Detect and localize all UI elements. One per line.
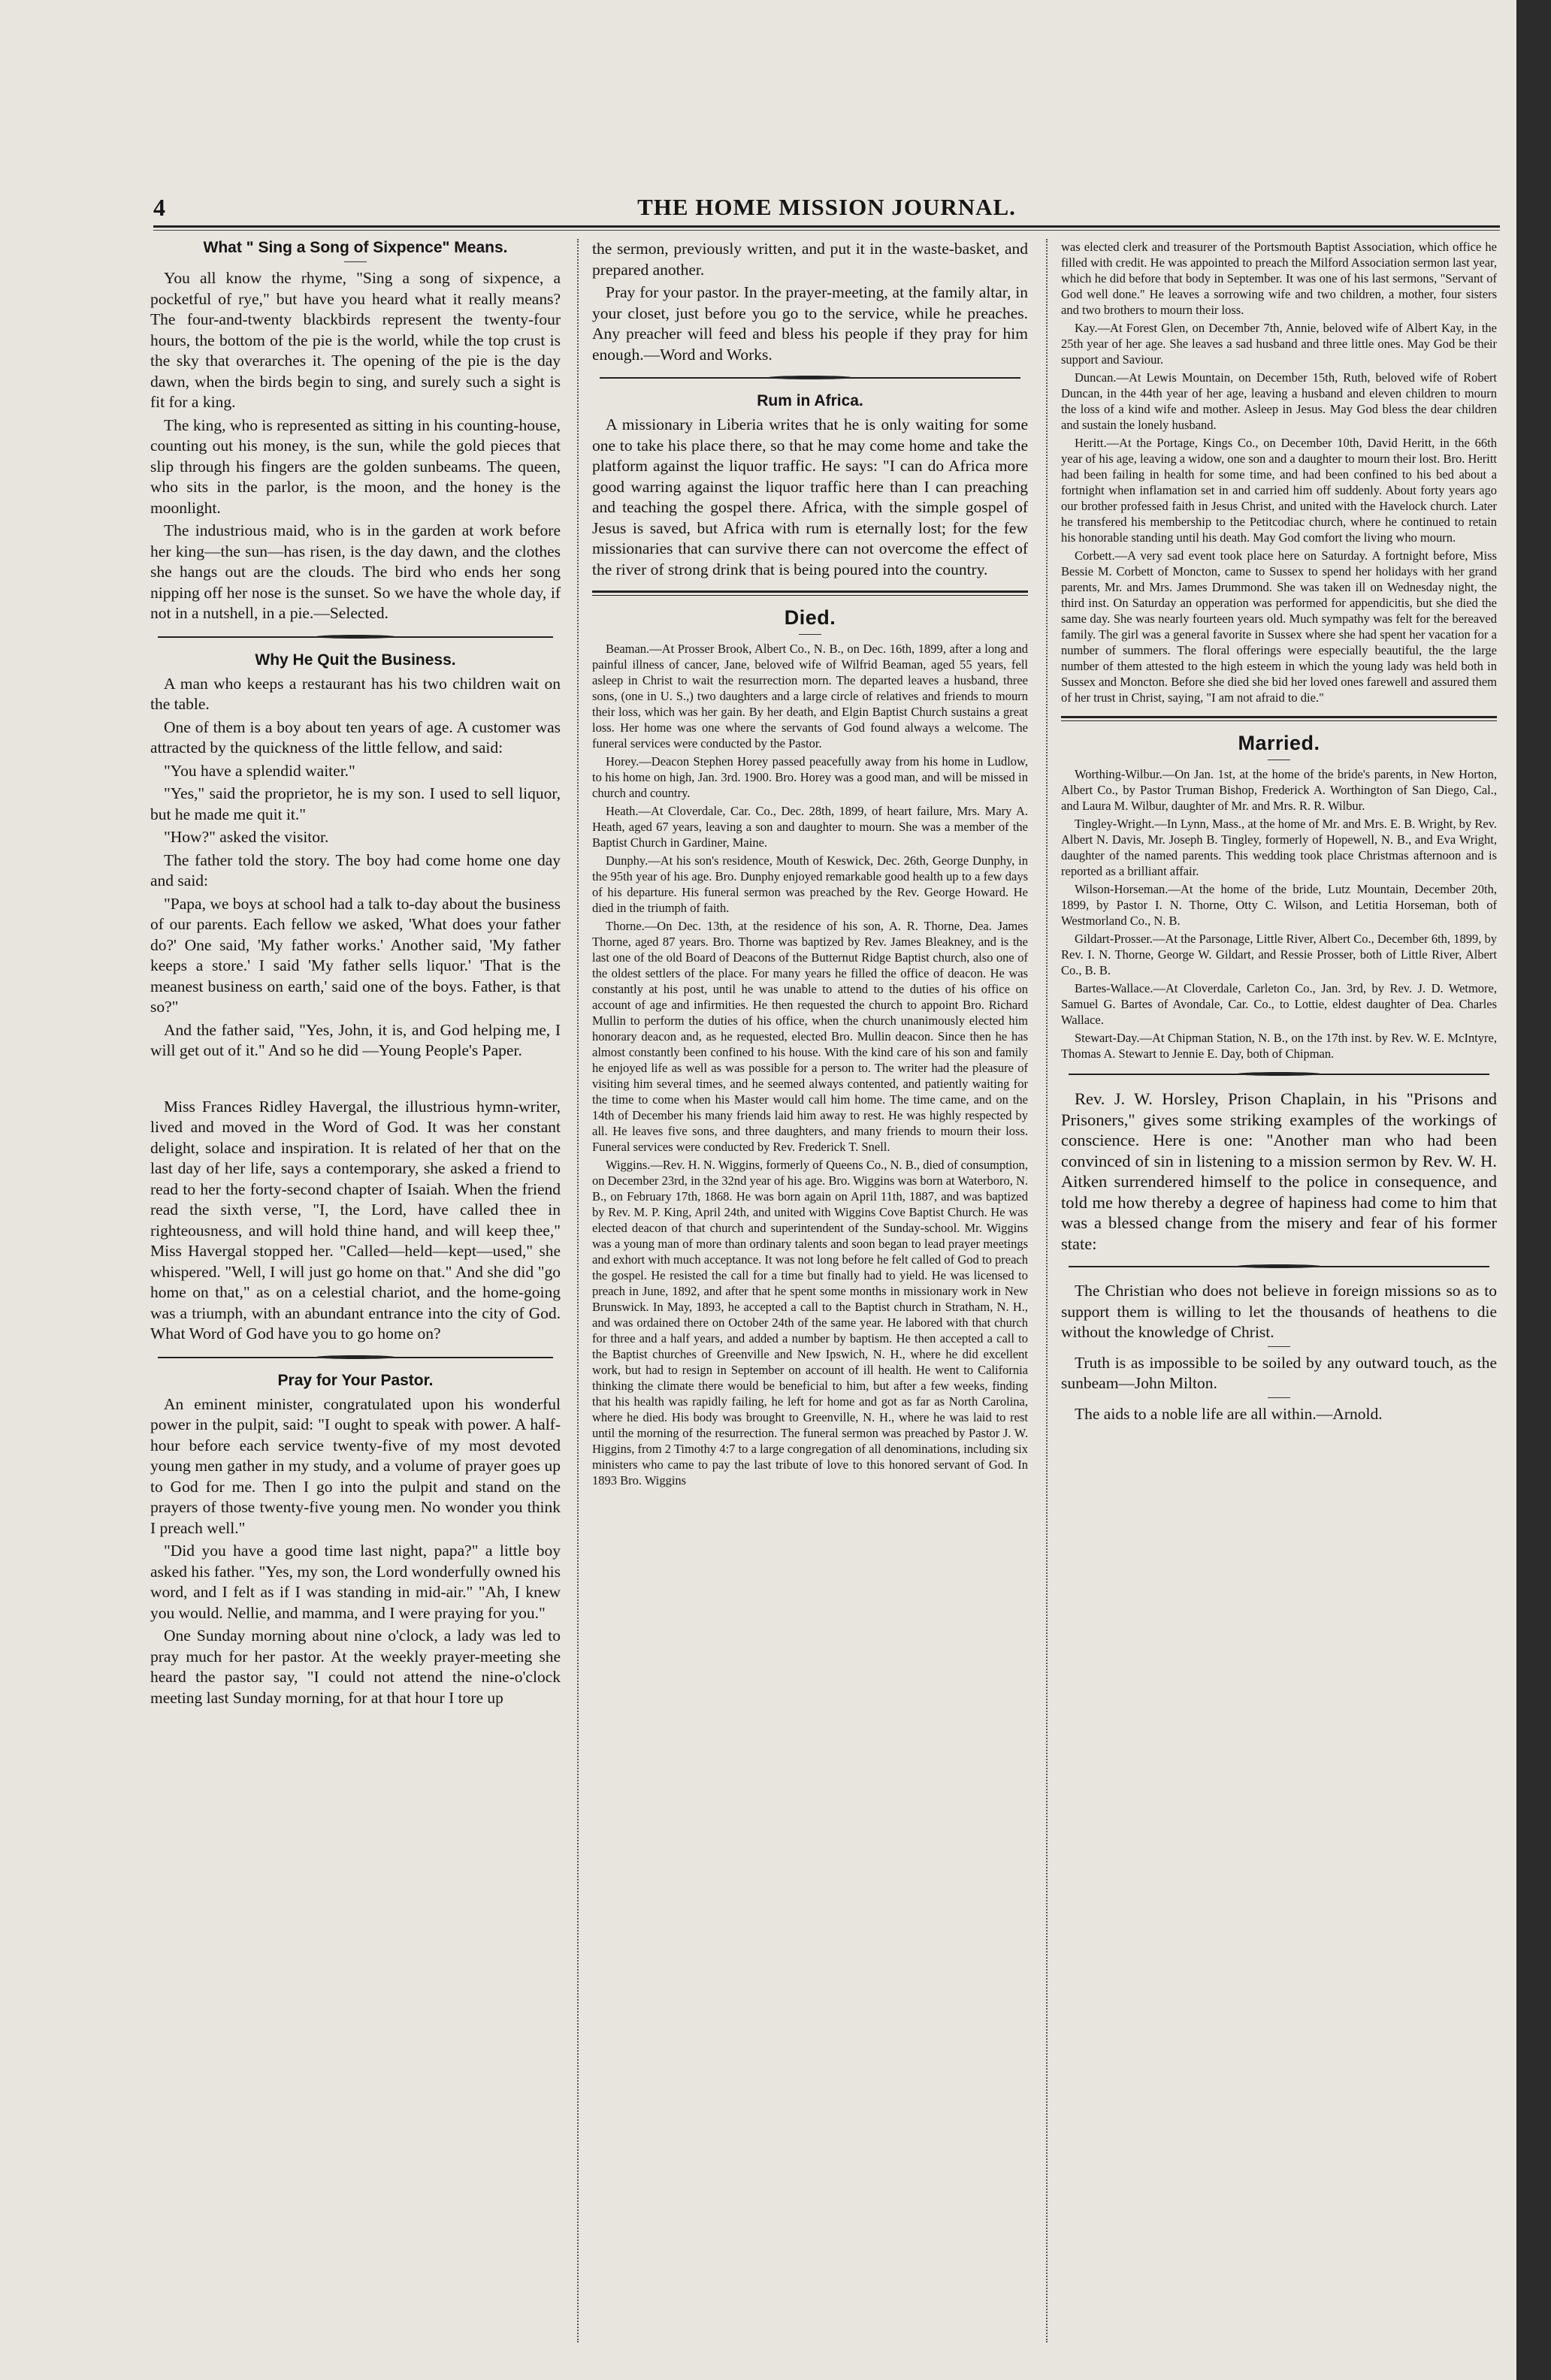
column-divider: [577, 239, 579, 2342]
journal-title: THE HOME MISSION JOURNAL.: [637, 194, 1016, 220]
marriage-notice: Stewart-Day.—At Chipman Station, N. B., on the 17th inst. by Rev. W. E. McIntyre, Thomas A. Stewart to Jennie E. Day, both of Chipman.: [1061, 1031, 1497, 1061]
divider: [1268, 1346, 1290, 1347]
paragraph: Pray for your pastor. In the prayer-meeting, at the family altar, in your closet, just before you go to the service, while he preaches. Any preacher will feed and bless his people if they pray for him enough.—Word and Works.: [592, 283, 1028, 364]
paragraph-horsley: Rev. J. W. Horsley, Prison Chaplain, in his "Prisons and Prisoners," gives some striking examples of the workings of conscience. Here is one: "Another man who had been convinced of sin in listening to a mission sermon by Rev. W. H. Aitken surrendered himself to the police in consequence, and told me how thereby a degree of hapiness had come to him that was a blessed change from the misery and fear of his former state:: [1061, 1089, 1497, 1253]
paragraph: You all know the rhyme, "Sing a song of sixpence, a pocketful of rye," but have you heard what it really means? The four-and-twenty blackbirds represent the twenty-four hours, the bottom of the pie is the world, while the top crust is the sky that overarches it. The opening of the pie is the day dawn, when the birds begin to sing, and surely such a sight is fit for a king.: [150, 269, 561, 411]
paragraph: "Did you have a good time last night, papa?" a little boy asked his father. "Yes, my son, the Lord wonderfully owned his word, and I felt as if I was standing in mid-air." "Ah, I knew you would. Nellie, and mamma, and I were praying for you.": [150, 1542, 561, 1622]
paragraph-christian: The Christian who does not believe in foreign missions so as to support them is willing to let the thousands of heathens to die without the knowledge of Christ.: [1061, 1282, 1497, 1341]
paragraph: The king, who is represented as sitting in his counting-house, counting out his money, is the sun, while the gold pieces that slip through his fingers are the golden sunbeams. The queen, who sits in the parlor, is the moon, and the honey is the moonlight.: [150, 415, 561, 517]
paragraph: the sermon, previously written, and put it in the waste-basket, and prepared another.: [592, 240, 1028, 279]
section-ornament: [600, 374, 1020, 382]
obituary-notice: Corbett.—A very sad event took place here on Saturday. A fortnight before, Miss Bessie M. Corbett of Moncton, came to Sussex to spend her holidays with her grand parents, Mr. and Mrs. James Drummond. She was taken ill on Wednesday night, the third inst. On Saturday an opperation was performed for appendicitis, but she died the same day. She was nearly fourteen years old. Much sympathy was felt for the bereaved family. The girl was a general favorite in Sussex where she had spent her vacation for a number of summers. The floral offerings were especially beautiful, the the large number of them attested to the high esteem in which the young lady was held both in Sussex and Moncton. Before she died she bid her loved ones farewell and assured them of her trust in Christ, saying, "I am not afraid to die.": [1061, 548, 1497, 705]
title-rule: [799, 634, 821, 635]
double-rule: [592, 590, 1028, 596]
obituary-notice: Beaman.—At Prosser Brook, Albert Co., N. B., on Dec. 16th, 1899, after a long and painful illness of cancer, Jane, beloved wife of Wilfrid Beaman, aged 55 years, fell asleep in Christ to wait the resurrection morn. The departed leaves a husband, three sons, (one in U. S.,) two daughters and a large circle of relatives and friends to mourn their loss, which was her gain. By her death, and Elgin Baptist Church sustains a great loss. Her home was one where the servants of God found always a welcome. The funeral services were conducted by the Pastor.: [592, 642, 1028, 751]
obituary-notice: Kay.—At Forest Glen, on December 7th, Annie, beloved wife of Albert Kay, in the 25th year of her age. She leaves a sad husband and three little ones. May God be their support and Saviour.: [1061, 321, 1497, 367]
section-ornament: [1069, 1071, 1489, 1078]
page-header: [153, 194, 1500, 224]
paragraph: One of them is a boy about ten years of age. A customer was attracted by the quickness of the little fellow, and said:: [150, 717, 561, 757]
section-ornament: [158, 1354, 553, 1361]
paragraph-aids: The aids to a noble life are all within.—Arnold.: [1075, 1404, 1383, 1423]
obituary-notice: Duncan.—At Lewis Mountain, on December 15th, Ruth, beloved wife of Robert Duncan, in the 44th year of her age, leaving a husband and eleven children to mourn the loss of a kind wife and mother. Asleep in Jesus. May God bless the dear children and sustain the lonely husband.: [1061, 370, 1497, 432]
paragraph-truth: Truth is as impossible to be soiled by any outward touch, as the sunbeam—John Milton.: [1061, 1353, 1497, 1392]
title-rule: [344, 261, 367, 262]
section-ornament: [158, 633, 553, 641]
section-title-married: Married.: [1238, 732, 1320, 754]
section-ornament: [1069, 1263, 1489, 1270]
paragraph: "You have a splendid waiter.": [164, 761, 355, 780]
obituary-continuation: was elected clerk and treasurer of the Portsmouth Baptist Association, which office he filled with credit. He was appointed to preach the Milford Association sermon last year, which he did before that body in September. It was one of his last sermons, "Servant of God well done." He leaves a sorrowing wife and two children, a mother, four sisters and two brothers to mourn their loss.: [1061, 240, 1497, 317]
column-2: [592, 239, 1028, 2342]
paragraph: A man who keeps a restaurant has his two children wait on the table.: [150, 674, 561, 713]
header-rule: [153, 225, 1500, 228]
obituary-notice: Thorne.—On Dec. 13th, at the residence of his son, A. R. Thorne, Dea. James Thorne, aged 87 years. Bro. Thorne was baptized by Rev. James Bleakney, and is the last one of the old Board of Deacons of the Butternut Ridge Baptist church, also one of the oldest settlers of the place. For many years he filled the office of deacon. He was constantly at his post, until he was unable to attend to the duties of his office on account of age and infirmities. He then requested the church to appoint Bro. Richard Mullin to perform the duties of his office, when the church unanimously elected him honorary deacon and, as he requested, elected Bro. Mullin deacon. Since then he has almost constantly been confined to his house. With the kind care of his son and family he enjoyed life as well as was possible for a person to. The writer had the pleasure of visiting him several times, and he seemed always contented, and patiently waiting for the time to come when his Master would call him home. The time came, and on the 14th of December his many friends laid him away to rest. He was highly respected by all. He leaves five sons, and three daughters, and many friends to mourn their loss. Funeral services were conducted by Rev. Frederick T. Snell.: [592, 919, 1028, 1154]
double-rule: [1061, 716, 1497, 721]
obituary-notice: Heritt.—At the Portage, Kings Co., on December 10th, David Heritt, in the 66th year of his age, leaving a widow, one son and a daughter to mourn their lost. Bro. Heritt had been failing in health for some time, and had been confined to his bed about a fortnight when inflamation set in and carried him off suddenly. About forty years ago our brother professed faith in Jesus Christ, and united with the Havelock church. Later he transfered his membership to the Petitcodiac church, where he continued to retain his honorable standing until his death. May God comfort the living who mourn.: [1061, 436, 1497, 545]
paragraph: Miss Frances Ridley Havergal, the illustrious hymn-writer, lived and moved in the Word of God. It was her constant delight, solace and inspiration. It is related of her that on the last day of her life, says a contemporary, she asked a friend to read to her the forty-second chapter of Isaiah. When the friend read the sixth verse, "I, the Lord, have called thee in righteousness, and will hold thine hand, and will keep thee," Miss Havergal stopped her. "Called—held—kept—used," she whispered. "Well, I will just go home on that." And she did "go home on that," as on a celestial chariot, and the home-going was a triumph, with an abundant entrance into the city of God. What Word of God have you to go home on?: [150, 1097, 561, 1343]
paragraph: "How?" asked the visitor.: [164, 828, 329, 846]
obituary-notice: Dunphy.—At his son's residence, Mouth of Keswick, Dec. 26th, George Dunphy, in the 95th year of his age. Bro. Dunphy enjoyed remarkable good health up to a few days of his departure. His funeral sermon was preached by the Rev. George Howard. He died in the triumph of faith.: [592, 853, 1028, 915]
marriage-notice: Tingley-Wright.—In Lynn, Mass., at the home of Mr. and Mrs. E. B. Wright, by Rev. Albert N. Davis, Mr. Joseph B. Tingley, formerly of Hopewell, N. B., and Eva Wright, daughter of the named parents. This wedding took place Christmas afternoon and is reported as a brilliant affair.: [1061, 817, 1497, 878]
obituary-notice: Heath.—At Cloverdale, Car. Co., Dec. 28th, 1899, of heart failure, Mrs. Mary A. Heath, aged 67 years, leaving a son and daughter to mourn. She was a member of the Baptist Church in Gardiner, Maine.: [592, 804, 1028, 850]
paragraph: The industrious maid, who is in the garden at work before her king—the sun—has risen, is the day dawn, and the clothes she hangs out are the clouds. The bird who ends her song nipping off her nose is the sunset. So we have the whole day, if not in a nutshell, in a pie.—Selected.: [150, 521, 561, 622]
header-rule-thin: [153, 230, 1500, 231]
article-title-business: Why He Quit the Business.: [255, 651, 456, 669]
page-edge-shadow: [1516, 0, 1551, 2380]
spacer: [150, 1064, 561, 1097]
marriage-notice: Bartes-Wallace.—At Cloverdale, Carleton Co., Jan. 3rd, by Rev. J. D. Wetmore, Samuel G. Bartes of Avondale, Car. Co., to Lottie, eldest daughter of Dea. Charles Wallace.: [1061, 981, 1497, 1027]
column-3: [1061, 239, 1497, 2342]
paragraph: "Papa, we boys at school had a talk to-day about the business of our parents. Each fellow we asked, 'What does your father do?' One said, 'My father works.' Another said, 'My father keeps a store.' I said 'My father sells liquor.' 'That is the meanest business on earth,' said one of the boys. Father, is that so?": [150, 894, 561, 1016]
marriage-notice: Worthing-Wilbur.—On Jan. 1st, at the home of the bride's parents, in New Horton, Albert Co., by Pastor Truman Bishop, Frederick A. Worthington of San Diego, Cal., and Laura M. Wilbur, daughter of Mr. and Mrs. R. R. Wilbur.: [1061, 767, 1497, 813]
divider: [1268, 1397, 1290, 1398]
article-title-rum: Rum in Africa.: [757, 392, 863, 409]
paragraph: One Sunday morning about nine o'clock, a lady was led to pray much for her pastor. At the weekly prayer-meeting she heard the pastor say, "I could not attend the nine-o'clock meeting last Sunday morning, for at that hour I tore up: [150, 1626, 561, 1707]
marriage-notice: Gildart-Prosser.—At the Parsonage, Little River, Albert Co., December 6th, 1899, by Rev. I. N. Thorne, George W. Gildart, and Ressie Prosser, both of Little River, Albert Co., B. B.: [1061, 932, 1497, 977]
obituary-notice: Horey.—Deacon Stephen Horey passed peacefully away from his home in Ludlow, to his home on high, Jan. 3rd. 1900. Bro. Horey was a good man, and will be missed in church and country.: [592, 754, 1028, 800]
page-number: 4: [153, 194, 165, 221]
paragraph: An eminent minister, congratulated upon his wonderful power in the pulpit, said: "I ought to speak with power. A half-hour before each service twenty-five of my most devoted young men gather in my study, and a volume of prayer goes up to God for me. Then I go into the pulpit and stand on the prayers of those twenty-five young men. No wonder you think I preach well.": [150, 1394, 561, 1537]
article-title-pray: Pray for Your Pastor.: [277, 1371, 434, 1389]
paragraph: A missionary in Liberia writes that he is only waiting for some one to take his place there, so that he may come home and take the platform against the liquor traffic. He says: "I can do Africa more good warring against the liquor traffic here than I can preaching and teaching the gospel there. Africa, with the simple gospel of Jesus is saved, but Africa with rum is eternally lost; for the few missionaries that can survive there can not overcome the effect of the river of strong drink that is being poured into the country.: [592, 415, 1028, 578]
column-1: [150, 239, 561, 2342]
paragraph: And the father said, "Yes, John, it is, and God helping me, I will get out of it." And so he did —Young People's Paper.: [150, 1020, 561, 1059]
paragraph: "Yes," said the proprietor, he is my son. I used to sell liquor, but he made me quit it.": [150, 784, 561, 823]
article-title-sixpence: What " Sing a Song of Sixpence" Means.: [203, 239, 508, 256]
obituary-notice: Wiggins.—Rev. H. N. Wiggins, formerly of Queens Co., N. B., died of consumption, on December 23rd, in the 32nd year of his age. Bro. Wiggins was born at Waterboro, N. B., on February 17th, 1868. He was born again on April 11th, 1887, and was baptized by Rev. M. P. King, April 24th, and united with Wiggins Cove Baptist Church. He was elected deacon of that church and superintendent of the Sunday-school. Mr. Wiggins was a young man of more than ordinary talents and soon began to lead prayer meetings and exhort with much acceptance. It was not long before he felt called of God to preach the gospel. He resisted the call for a time but finally had to yield. He was licensed to preach in June, 1892, and after that he spent some months in missionary work in New Brunswick. In May, 1893, he accepted a call to the Baptist church in Stratham, N. H., and was ordained there on October 24th of the same year. He labored with that church for three and a half years, and added a number by baptism. He then accepted a call to the Baptist churches of Greenville and New Ipswich, N. H., where he did excellent work, but had to resign in September on account of ill health. He went to California thinking the climate there would be beneficial to him, but after a few weeks, finding that his health was rapidly failing, he left for home and got as far as North Carolina, where he died. His body was brought to Greenville, N. H., where he was laid to rest until the morning of the resurrection. The funeral sermon was preached by Pastor J. W. Higgins, from 2 Timothy 4:7 to a large congregation of all denominations, including six ministers who came to pay the last tribute of love to this honored servant of God. In 1893 Bro. Wiggins: [592, 1158, 1028, 1488]
column-divider: [1046, 239, 1048, 2342]
marriage-notice: Wilson-Horseman.—At the home of the bride, Lutz Mountain, December 20th, 1899, by Pastor I. N. Thorne, Otty C. Wilson, and Letitia Horseman, both of Westmorland Co., N. B.: [1061, 882, 1497, 928]
paragraph: The father told the story. The boy had come home one day and said:: [150, 850, 561, 889]
section-title-died: Died.: [784, 606, 836, 629]
